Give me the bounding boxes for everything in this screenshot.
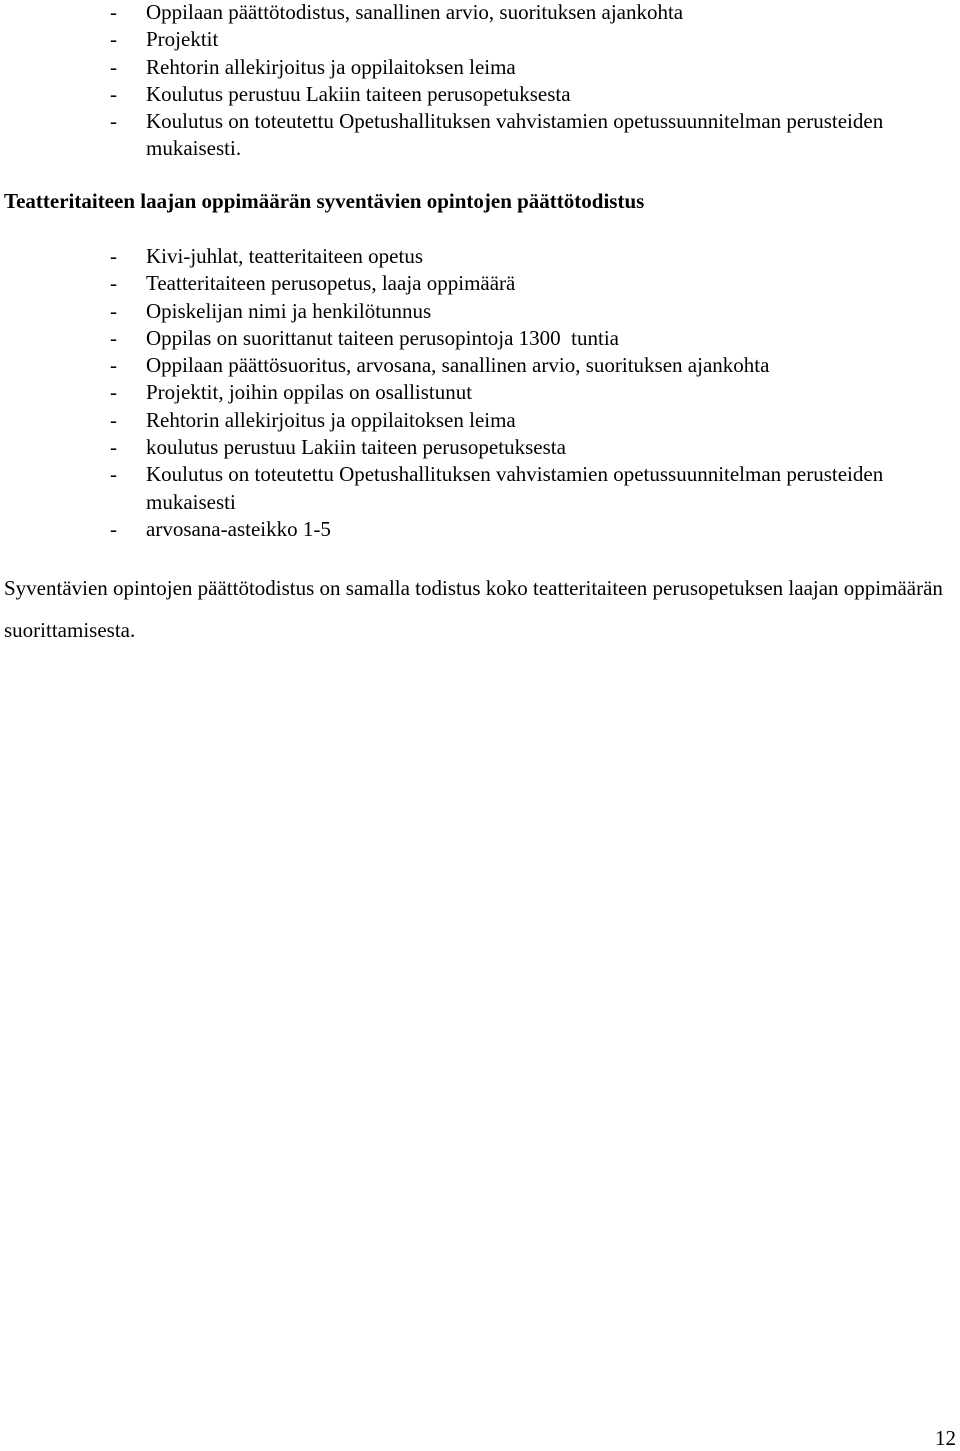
list-item: [0, 270, 960, 297]
list-item: [0, 379, 960, 406]
list-item-text: Koulutus on toteutettu Opetushallituksen vahvistamien opetussuunnitelman perusteiden mukaisesti.: [146, 109, 884, 161]
bullet-dash: -: [110, 298, 117, 323]
bullet-dash: -: [110, 27, 117, 52]
list-item-text: koulutus perustuu Lakiin taiteen perusopetuksesta: [146, 435, 566, 460]
list-item: [0, 0, 960, 26]
list-item-text: Projektit: [146, 27, 219, 52]
bullet-dash: -: [110, 516, 117, 541]
closing-paragraph: Syventävien opintojen päättötodistus on samalla todistus koko teatteritaiteen perusopetuksen laajan oppimäärän suorittamisesta.: [4, 576, 943, 642]
bullet-dash: -: [110, 462, 117, 487]
list-item-text: arvosana-asteikko 1-5: [146, 516, 331, 541]
list-item-text: Projektit, joihin oppilas on osallistunut: [146, 380, 473, 405]
bullet-dash: -: [110, 380, 117, 405]
list-item-text: Oppilas on suorittanut taiteen perusopintoja 1300 tuntia: [146, 325, 620, 350]
bullet-dash: -: [110, 271, 117, 296]
certificate-contents-list: [0, 0, 960, 163]
bullet-dash: -: [110, 353, 117, 378]
list-item-text: Opiskelijan nimi ja henkilötunnus: [146, 298, 432, 323]
list-item: [0, 407, 960, 434]
bullet-dash: -: [110, 407, 117, 432]
list-item: [0, 325, 960, 352]
list-item: [0, 108, 960, 163]
bullet-dash: -: [110, 325, 117, 350]
list-item-text: Rehtorin allekirjoitus ja oppilaitoksen leima: [146, 407, 516, 432]
list-item: [0, 434, 960, 461]
list-item: [0, 461, 960, 516]
bullet-dash: -: [110, 81, 117, 106]
bullet-dash: -: [110, 0, 117, 24]
list-item: [0, 81, 960, 108]
bullet-dash: -: [110, 435, 117, 460]
list-item: [0, 54, 960, 81]
list-item: [0, 243, 960, 270]
bullet-dash: -: [110, 54, 117, 79]
section-heading: Teatteritaiteen laajan oppimäärän syventävien opintojen päättötodistus: [4, 189, 645, 213]
advanced-studies-certificate-list: [0, 243, 960, 543]
list-item: [0, 516, 960, 543]
list-item-text: Koulutus on toteutettu Opetushallituksen vahvistamien opetussuunnitelman perusteiden mukaisesti: [146, 462, 884, 514]
list-item-text: Rehtorin allekirjoitus ja oppilaitoksen leima: [146, 54, 516, 79]
page-number: 12: [935, 1426, 956, 1450]
list-item-text: Teatteritaiteen perusopetus, laaja oppimäärä: [146, 271, 516, 296]
list-item-text: Koulutus perustuu Lakiin taiteen perusopetuksesta: [146, 81, 571, 106]
list-item: [0, 298, 960, 325]
list-item: [0, 352, 960, 379]
list-item: [0, 26, 960, 53]
bullet-dash: -: [110, 109, 117, 134]
bullet-dash: -: [110, 244, 117, 268]
list-item-text: Oppilaan päättötodistus, sanallinen arvio, suorituksen ajankohta: [146, 0, 684, 24]
list-item-text: Oppilaan päättösuoritus, arvosana, sanallinen arvio, suorituksen ajankohta: [146, 353, 770, 378]
list-item-text: Kivi-juhlat, teatteritaiteen opetus: [146, 244, 423, 268]
